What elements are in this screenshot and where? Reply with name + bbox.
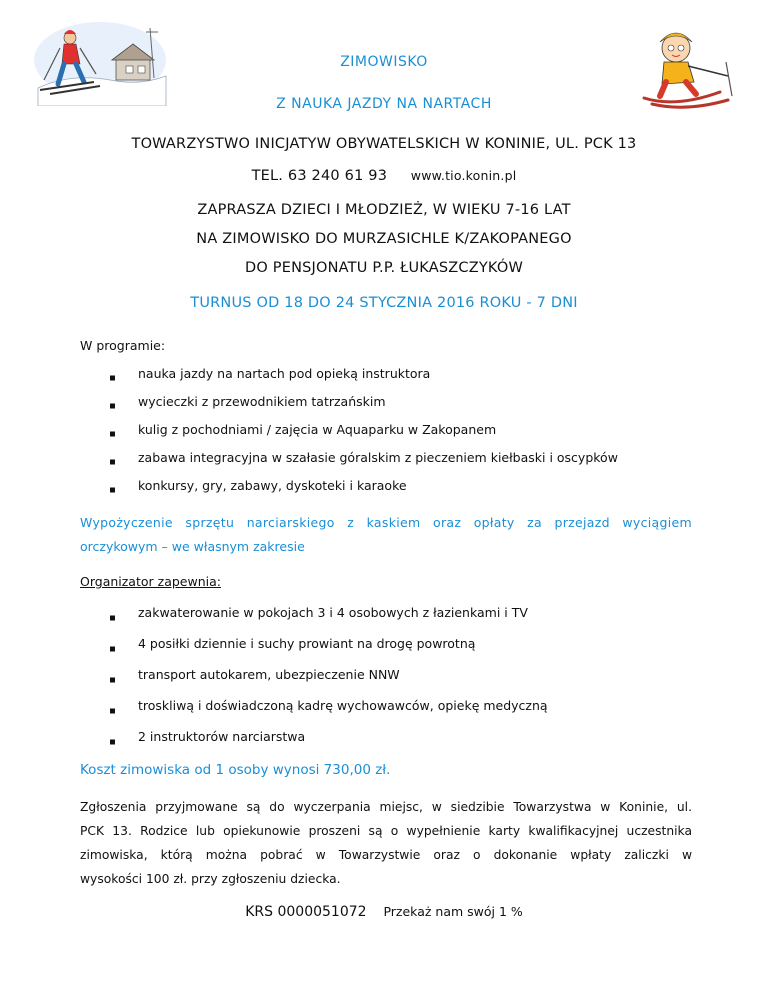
registration-line: wysokości 100 zł. przy zgłoszeniu dziecka. xyxy=(80,872,341,886)
organizer-item: 4 posiłki dziennie i suchy prowiant na drogę powrotną xyxy=(110,633,548,664)
organizer-heading-text: Organizator zapewnia: xyxy=(80,574,221,589)
organizer-list xyxy=(110,602,548,757)
invite-line-3: DO PENSJONATU P.P. ŁUKASZCZYKÓW xyxy=(244,260,523,276)
program-item: zabawa integracyjna w szałasie góralskim z pieczeniem kiełbaski i oscypków xyxy=(110,448,618,476)
turnus-dates: TURNUS OD 18 DO 24 STYCZNIA 2016 ROKU - 7 DNI xyxy=(190,295,578,311)
rental-note xyxy=(80,511,692,559)
organizer-item: 2 instruktorów narciarstwa xyxy=(110,726,548,757)
donate-note: Przekaż nam swój 1 % xyxy=(383,904,523,919)
page-subtitle: Z NAUKA JAZDY NA NARTACH xyxy=(276,96,492,112)
registration-line: zimowiska, którą można pobrać w Towarzystwie oraz o dokonanie wpłaty zaliczki w xyxy=(80,848,692,862)
organizer-heading xyxy=(80,574,221,589)
website-link[interactable]: www.tio.konin.pl xyxy=(410,168,517,183)
contact-line xyxy=(0,168,768,184)
program-item: wycieczki z przewodnikiem tatrzańskim xyxy=(110,392,618,420)
cost-line: Koszt zimowiska od 1 osoby wynosi 730,00 zł. xyxy=(80,762,391,778)
invite-line-1: ZAPRASZA DZIECI I MŁODZIEŻ, W WIEKU 7-16 LAT xyxy=(197,202,571,218)
program-list xyxy=(110,364,618,504)
organizer-item: transport autokarem, ubezpieczenie NNW xyxy=(110,664,548,695)
registration-line: PCK 13. Rodzice lub opiekunowie proszeni są o wypełnienie karty kwalifikacyjnej uczestnika xyxy=(80,824,692,838)
invite-line-2: NA ZIMOWISKO DO MURZASICHLE K/ZAKOPANEGO xyxy=(196,231,572,247)
program-item: kulig z pochodniami / zajęcia w Aquaparku w Zakopanem xyxy=(110,420,618,448)
page-title: ZIMOWISKO xyxy=(340,54,428,70)
organizer-item: zakwaterowanie w pokojach 3 i 4 osobowych z łazienkami i TV xyxy=(110,602,548,633)
program-heading: W programie: xyxy=(80,338,166,353)
rental-note-line: Wypożyczenie sprzętu narciarskiego z kaskiem oraz opłaty za przejazd wyciągiem xyxy=(80,515,692,530)
phone-number: TEL. 63 240 61 93 xyxy=(251,168,388,184)
registration-paragraph xyxy=(80,795,692,891)
program-item: nauka jazdy na nartach pod opieką instruktora xyxy=(110,364,618,392)
program-item: konkursy, gry, zabawy, dyskoteki i karaoke xyxy=(110,476,618,504)
registration-line: Zgłoszenia przyjmowane są do wyczerpania miejsc, w siedzibie Towarzystwa w Koninie, ul. xyxy=(80,800,692,814)
krs-number: KRS 0000051072 xyxy=(245,904,367,920)
organizer-item: troskliwą i doświadczoną kadrę wychowawców, opiekę medyczną xyxy=(110,695,548,726)
organization-name: TOWARZYSTWO INICJATYW OBYWATELSKICH W KONINIE, UL. PCK 13 xyxy=(131,136,637,152)
footer-line xyxy=(0,904,768,920)
rental-note-line: orczykowym – we własnym zakresie xyxy=(80,539,305,554)
